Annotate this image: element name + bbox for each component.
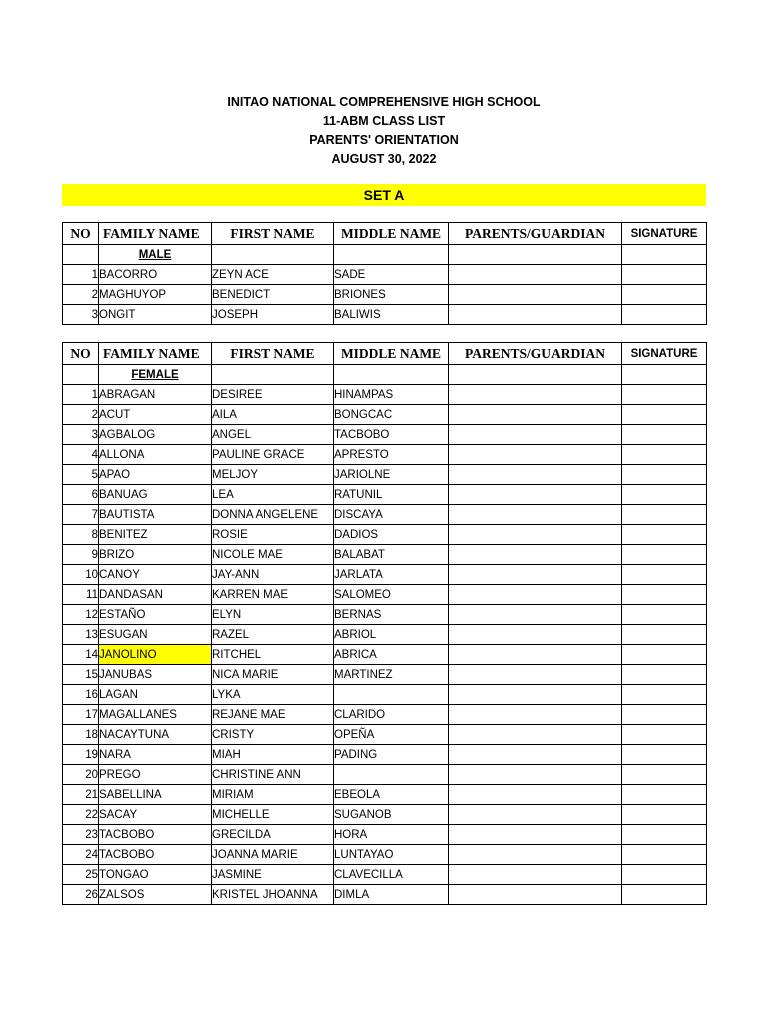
first-name-cell: DESIREE [212, 385, 334, 405]
row-number: 15 [63, 665, 99, 685]
row-number: 6 [63, 485, 99, 505]
table-row [63, 725, 707, 745]
table-row [63, 805, 707, 825]
table-row [63, 745, 707, 765]
first-name-cell: NICOLE MAE [212, 545, 334, 565]
family-name-cell: BANUAG [99, 485, 212, 505]
signature-cell [622, 625, 707, 645]
signature-cell [622, 465, 707, 485]
row-number: 4 [63, 445, 99, 465]
col-header-first-name: FIRST NAME [212, 223, 334, 245]
parents-guardian-cell [449, 385, 622, 405]
table-row [63, 565, 707, 585]
family-name-cell: TACBOBO [99, 825, 212, 845]
parents-guardian-cell [449, 805, 622, 825]
table-row [63, 765, 707, 785]
middle-name-cell: RATUNIL [334, 485, 449, 505]
first-name-cell: LYKA [212, 685, 334, 705]
row-number: 18 [63, 725, 99, 745]
middle-name-cell: DIMLA [334, 885, 449, 905]
row-number: 14 [63, 645, 99, 665]
first-name-cell: RITCHEL [212, 645, 334, 665]
first-name-cell: MIAH [212, 745, 334, 765]
middle-name-cell: ABRIOL [334, 625, 449, 645]
table-row [63, 585, 707, 605]
family-name-cell: BACORRO [99, 265, 212, 285]
first-name-cell: MELJOY [212, 465, 334, 485]
signature-cell [622, 525, 707, 545]
row-number: 21 [63, 785, 99, 805]
middle-name-cell: SALOMEO [334, 585, 449, 605]
table-row [63, 885, 707, 905]
gender-label: FEMALE [99, 365, 212, 385]
row-number: 5 [63, 465, 99, 485]
row-number: 3 [63, 305, 99, 325]
family-name-cell: LAGAN [99, 685, 212, 705]
row-number: 26 [63, 885, 99, 905]
parents-guardian-cell [449, 445, 622, 465]
signature-cell [622, 745, 707, 765]
col-header-middle-name: MIDDLE NAME [334, 343, 449, 365]
col-header-parents-guardian: PARENTS/GUARDIAN [449, 223, 622, 245]
first-name-cell: AILA [212, 405, 334, 425]
table-header-row [63, 343, 707, 365]
class-list-title: 11-ABM CLASS LIST [322, 114, 446, 128]
signature-cell [622, 665, 707, 685]
parents-guardian-cell [449, 825, 622, 845]
parents-guardian-cell [449, 745, 622, 765]
family-name-cell: JANUBAS [99, 665, 212, 685]
parents-guardian-cell [449, 685, 622, 705]
parents-guardian-cell [449, 605, 622, 625]
first-name-cell: NICA MARIE [212, 665, 334, 685]
signature-cell [622, 485, 707, 505]
table-row [63, 665, 707, 685]
family-name-cell: SABELLINA [99, 785, 212, 805]
signature-cell [622, 445, 707, 465]
table-row [63, 845, 707, 865]
row-number: 7 [63, 505, 99, 525]
row-number: 3 [63, 425, 99, 445]
first-name-cell: ROSIE [212, 525, 334, 545]
middle-name-cell: MARTINEZ [334, 665, 449, 685]
family-name-cell: ONGIT [99, 305, 212, 325]
middle-name-cell [334, 765, 449, 785]
col-header-signature: SIGNATURE [622, 343, 707, 365]
set-label: SET A [62, 184, 706, 206]
table-row [63, 465, 707, 485]
first-name-cell: CRISTY [212, 725, 334, 745]
col-header-family-name: FAMILY NAME [99, 223, 212, 245]
family-name-cell: JANOLINO [99, 645, 212, 665]
family-name-cell: BRIZO [99, 545, 212, 565]
signature-cell [622, 565, 707, 585]
family-name-cell: DANDASAN [99, 585, 212, 605]
middle-name-cell: CLAVECILLA [334, 865, 449, 885]
family-name-cell: AGBALOG [99, 425, 212, 445]
family-name-cell: BAUTISTA [99, 505, 212, 525]
middle-name-cell: ABRICA [334, 645, 449, 665]
parents-guardian-cell [449, 585, 622, 605]
table-row [63, 425, 707, 445]
first-name-cell: GRECILDA [212, 825, 334, 845]
middle-name-cell: DADIOS [334, 525, 449, 545]
row-number: 16 [63, 685, 99, 705]
female-roster-table [62, 342, 707, 905]
first-name-cell: MIRIAM [212, 785, 334, 805]
parents-guardian-cell [449, 525, 622, 545]
table-row [63, 385, 707, 405]
table-row [63, 445, 707, 465]
signature-cell [622, 785, 707, 805]
signature-cell [622, 385, 707, 405]
family-name-cell: BENITEZ [99, 525, 212, 545]
middle-name-cell: JARLATA [334, 565, 449, 585]
event-title: PARENTS' ORIENTATION [309, 133, 459, 147]
family-name-cell: MAGALLANES [99, 705, 212, 725]
middle-name-cell: PADING [334, 745, 449, 765]
row-number: 19 [63, 745, 99, 765]
parents-guardian-cell [449, 425, 622, 445]
table-row [63, 485, 707, 505]
col-header-no: NO [63, 343, 99, 365]
first-name-cell: PAULINE GRACE [212, 445, 334, 465]
table-row [63, 525, 707, 545]
middle-name-cell: BONGCAC [334, 405, 449, 425]
parents-guardian-cell [449, 545, 622, 565]
signature-cell [622, 285, 707, 305]
family-name-cell: ALLONA [99, 445, 212, 465]
row-number: 8 [63, 525, 99, 545]
family-name-cell: APAO [99, 465, 212, 485]
signature-cell [622, 865, 707, 885]
parents-guardian-cell [449, 305, 622, 325]
table-row [63, 605, 707, 625]
gender-label-row [63, 365, 707, 385]
row-number: 9 [63, 545, 99, 565]
table-row [63, 305, 707, 325]
middle-name-cell: HINAMPAS [334, 385, 449, 405]
family-name-cell: ACUT [99, 405, 212, 425]
middle-name-cell: SADE [334, 265, 449, 285]
parents-guardian-cell [449, 505, 622, 525]
first-name-cell: DONNA ANGELENE [212, 505, 334, 525]
table-row [63, 285, 707, 305]
first-name-cell: CHRISTINE ANN [212, 765, 334, 785]
table-row [63, 265, 707, 285]
signature-cell [622, 585, 707, 605]
parents-guardian-cell [449, 705, 622, 725]
parents-guardian-cell [449, 885, 622, 905]
family-name-cell: ESTAÑO [99, 605, 212, 625]
table-row [63, 785, 707, 805]
first-name-cell: BENEDICT [212, 285, 334, 305]
parents-guardian-cell [449, 405, 622, 425]
signature-cell [622, 825, 707, 845]
signature-cell [622, 545, 707, 565]
middle-name-cell: HORA [334, 825, 449, 845]
first-name-cell: MICHELLE [212, 805, 334, 825]
table-row [63, 705, 707, 725]
row-number: 23 [63, 825, 99, 845]
parents-guardian-cell [449, 565, 622, 585]
school-name: INITAO NATIONAL COMPREHENSIVE HIGH SCHOOL [227, 95, 541, 109]
middle-name-cell: LUNTAYAO [334, 845, 449, 865]
signature-cell [622, 605, 707, 625]
parents-guardian-cell [449, 465, 622, 485]
middle-name-cell: BERNAS [334, 605, 449, 625]
middle-name-cell: CLARIDO [334, 705, 449, 725]
gender-label-row [63, 245, 707, 265]
first-name-cell: ANGEL [212, 425, 334, 445]
first-name-cell: JOSEPH [212, 305, 334, 325]
row-number: 10 [63, 565, 99, 585]
row-number: 17 [63, 705, 99, 725]
col-header-first-name: FIRST NAME [212, 343, 334, 365]
table-row [63, 505, 707, 525]
signature-cell [622, 705, 707, 725]
family-name-cell: TONGAO [99, 865, 212, 885]
signature-cell [622, 685, 707, 705]
middle-name-cell: OPEÑA [334, 725, 449, 745]
family-name-cell: ZALSOS [99, 885, 212, 905]
row-number: 2 [63, 405, 99, 425]
signature-cell [622, 885, 707, 905]
row-number: 11 [63, 585, 99, 605]
first-name-cell: KRISTEL JHOANNA [212, 885, 334, 905]
col-header-signature: SIGNATURE [622, 223, 707, 245]
parents-guardian-cell [449, 845, 622, 865]
parents-guardian-cell [449, 645, 622, 665]
family-name-cell: ABRAGAN [99, 385, 212, 405]
first-name-cell: JASMINE [212, 865, 334, 885]
signature-cell [622, 765, 707, 785]
family-name-cell: NACAYTUNA [99, 725, 212, 745]
family-name-cell: NARA [99, 745, 212, 765]
signature-cell [622, 405, 707, 425]
parents-guardian-cell [449, 725, 622, 745]
row-number: 22 [63, 805, 99, 825]
document-header [0, 93, 768, 169]
row-number: 1 [63, 385, 99, 405]
parents-guardian-cell [449, 765, 622, 785]
middle-name-cell: DISCAYA [334, 505, 449, 525]
row-number: 2 [63, 285, 99, 305]
event-date: AUGUST 30, 2022 [331, 152, 437, 166]
row-number: 24 [63, 845, 99, 865]
signature-cell [622, 425, 707, 445]
family-name-cell: MAGHUYOP [99, 285, 212, 305]
table-row [63, 645, 707, 665]
row-number: 20 [63, 765, 99, 785]
signature-cell [622, 645, 707, 665]
table-row [63, 625, 707, 645]
col-header-middle-name: MIDDLE NAME [334, 223, 449, 245]
col-header-family-name: FAMILY NAME [99, 343, 212, 365]
first-name-cell: LEA [212, 485, 334, 505]
parents-guardian-cell [449, 265, 622, 285]
table-header-row [63, 223, 707, 245]
middle-name-cell: TACBOBO [334, 425, 449, 445]
family-name-cell: SACAY [99, 805, 212, 825]
signature-cell [622, 725, 707, 745]
middle-name-cell: BRIONES [334, 285, 449, 305]
first-name-cell: ZEYN ACE [212, 265, 334, 285]
first-name-cell: RAZEL [212, 625, 334, 645]
signature-cell [622, 845, 707, 865]
middle-name-cell: SUGANOB [334, 805, 449, 825]
table-row [63, 545, 707, 565]
row-number: 12 [63, 605, 99, 625]
table-row [63, 865, 707, 885]
signature-cell [622, 505, 707, 525]
row-number: 1 [63, 265, 99, 285]
parents-guardian-cell [449, 865, 622, 885]
middle-name-cell: APRESTO [334, 445, 449, 465]
parents-guardian-cell [449, 625, 622, 645]
col-header-no: NO [63, 223, 99, 245]
first-name-cell: ELYN [212, 605, 334, 625]
middle-name-cell: BALIWIS [334, 305, 449, 325]
middle-name-cell [334, 685, 449, 705]
row-number: 13 [63, 625, 99, 645]
first-name-cell: REJANE MAE [212, 705, 334, 725]
family-name-cell: PREGO [99, 765, 212, 785]
gender-label: MALE [99, 245, 212, 265]
parents-guardian-cell [449, 665, 622, 685]
signature-cell [622, 265, 707, 285]
first-name-cell: JOANNA MARIE [212, 845, 334, 865]
signature-cell [622, 305, 707, 325]
table-row [63, 685, 707, 705]
parents-guardian-cell [449, 485, 622, 505]
table-row [63, 825, 707, 845]
family-name-cell: ESUGAN [99, 625, 212, 645]
col-header-parents-guardian: PARENTS/GUARDIAN [449, 343, 622, 365]
first-name-cell: JAY-ANN [212, 565, 334, 585]
middle-name-cell: BALABAT [334, 545, 449, 565]
first-name-cell: KARREN MAE [212, 585, 334, 605]
parents-guardian-cell [449, 285, 622, 305]
middle-name-cell: EBEOLA [334, 785, 449, 805]
middle-name-cell: JARIOLNE [334, 465, 449, 485]
family-name-cell: CANOY [99, 565, 212, 585]
male-roster-table [62, 222, 707, 325]
signature-cell [622, 805, 707, 825]
family-name-cell: TACBOBO [99, 845, 212, 865]
row-number: 25 [63, 865, 99, 885]
parents-guardian-cell [449, 785, 622, 805]
table-row [63, 405, 707, 425]
